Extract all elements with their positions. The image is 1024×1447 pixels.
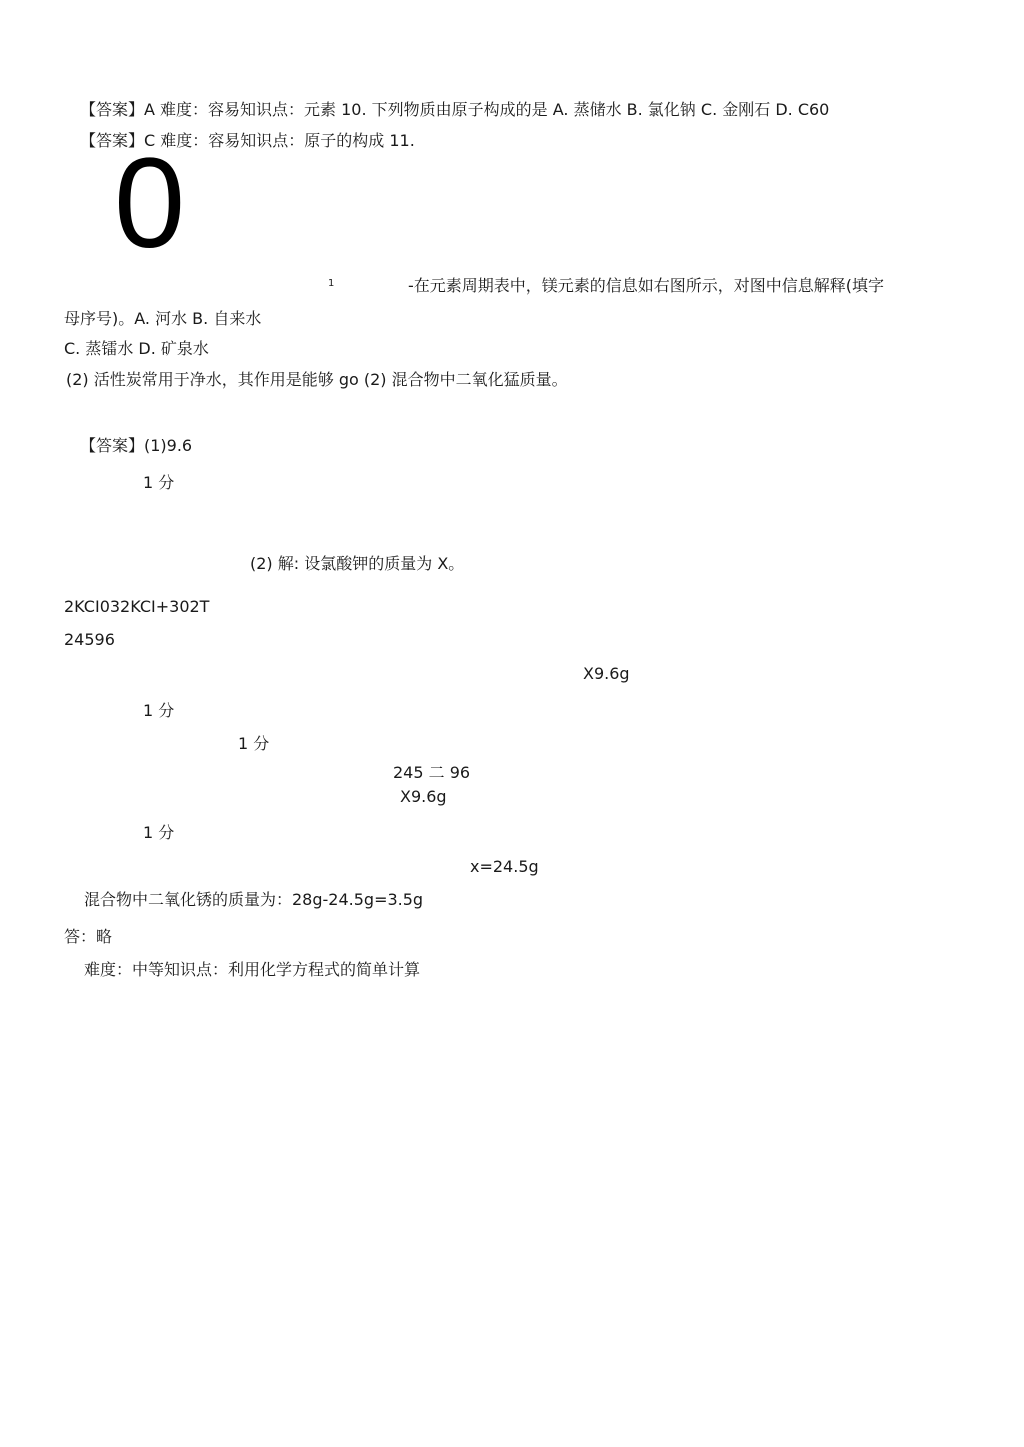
score-2: 1 分	[143, 701, 175, 720]
answer-brief: 答：略	[64, 927, 113, 946]
proportion-denominator: X9.6g	[400, 787, 447, 806]
proportion-numerator: 245 二 96	[393, 763, 471, 782]
question-part-2-line: (2) 活性炭常用于净水，其作用是能够 go (2) 混合物中二氧化猛质量。	[66, 370, 568, 389]
small-mark: 1	[328, 278, 335, 289]
question-text-line-2: 母序号)。A. 河水 B. 自来水	[64, 309, 262, 328]
question-text-line-1: -在元素周期表中，镁元素的信息如右图所示，对图中信息解释(填字	[408, 276, 885, 295]
answer-line-2: 【答案】C 难度：容易知识点：原子的构成 11.	[80, 131, 415, 150]
chemical-equation: 2KCI032KCI+302T	[64, 597, 210, 616]
score-3: 1 分	[238, 734, 270, 753]
answer-part-1: 【答案】(1)9.6	[80, 436, 193, 455]
molar-masses: 24596	[64, 630, 115, 649]
score-4: 1 分	[143, 823, 175, 842]
score-1: 1 分	[143, 473, 175, 492]
manganese-dioxide-mass: 混合物中二氧化锈的质量为：28g-24.5g=3.5g	[84, 890, 424, 909]
solution-result: x=24.5g	[470, 857, 539, 876]
answer-line-1: 【答案】A 难度：容易知识点：元素 10. 下列物质由原子构成的是 A. 蒸储水 B. 氯化钠 C. 金刚石 D. C60	[80, 100, 830, 119]
question-options-line: C. 蒸镭水 D. 矿泉水	[64, 339, 209, 358]
difficulty-note: 难度：中等知识点：利用化学方程式的简单计算	[84, 960, 421, 979]
solution-setup: (2) 解: 设氯酸钾的质量为 X。	[250, 554, 465, 573]
known-mass: X9.6g	[583, 664, 630, 683]
large-zero-glyph: 0	[114, 132, 186, 275]
